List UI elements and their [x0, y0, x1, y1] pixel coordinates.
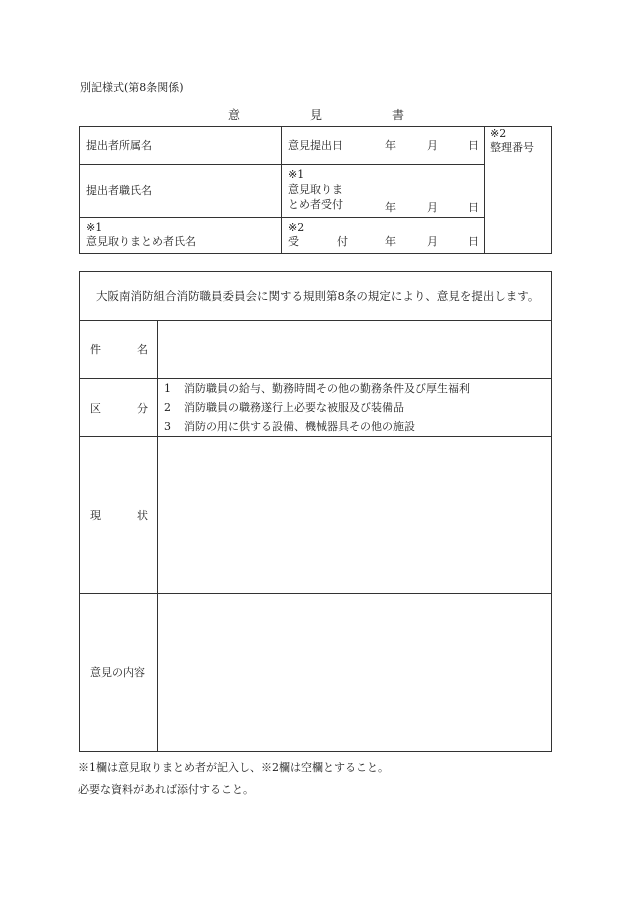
- subject-label-2: 名: [137, 343, 148, 356]
- name-label: 提出者職氏名: [86, 184, 152, 197]
- receipt-month-label: 月: [427, 201, 438, 214]
- category-label-1: 区: [90, 402, 101, 415]
- category-option-3[interactable]: 消防の用に供する設備、機械器具その他の施設: [184, 420, 415, 433]
- form-divider-h2: [80, 378, 551, 379]
- category-option-3-num: 3: [164, 420, 171, 433]
- form-divider-h1: [80, 320, 551, 321]
- submit-year-label: 年: [385, 139, 396, 152]
- category-option-1-num: 1: [164, 382, 171, 395]
- footnote-2: 必要な資料があれば添付すること。: [78, 783, 254, 796]
- subject-input[interactable]: [160, 323, 548, 375]
- mark1-mid: ※1: [288, 168, 305, 181]
- opinion-input[interactable]: [160, 596, 548, 748]
- title-char-3: 書: [392, 108, 405, 122]
- opinion-label: 意見の内容: [90, 666, 145, 679]
- ref-number-label: 整理番号: [490, 141, 534, 154]
- receipt-label-2: 付: [337, 235, 348, 248]
- summarizer-receipt-line1: 意見取りま: [288, 183, 343, 196]
- header-divider-v2: [484, 127, 485, 253]
- mark2-bottom: ※2: [288, 221, 305, 234]
- category-option-1[interactable]: 消防職員の給与、勤務時間その他の勤務条件及び厚生福利: [184, 382, 470, 395]
- mark2-top: ※2: [490, 127, 507, 140]
- summarizer-name-label: 意見取りまとめ者氏名: [86, 235, 196, 248]
- category-label-2: 分: [137, 402, 148, 415]
- form-divider-h4: [80, 593, 551, 594]
- form-divider-h3: [80, 436, 551, 437]
- receipt-year-label: 年: [385, 201, 396, 214]
- receipt-label-1: 受: [288, 235, 299, 248]
- current-status-input[interactable]: [160, 439, 548, 591]
- submission-statement: 大阪南消防組合消防職員委員会に関する規則第8条の規定により、意見を提出します。: [96, 289, 540, 303]
- header-divider-v1: [281, 127, 282, 253]
- footnote-1: ※1欄は意見取りまとめ者が記入し、※2欄は空欄とすること。: [78, 761, 389, 774]
- header-table: [79, 126, 552, 254]
- subject-label-1: 件: [90, 343, 101, 356]
- header-divider-h2: [80, 217, 484, 218]
- current-status-label-1: 現: [90, 509, 101, 522]
- label-column-divider: [157, 320, 158, 751]
- submit-day-label: 日: [468, 139, 479, 152]
- title-char-1: 意: [228, 108, 241, 122]
- mark1-bottom: ※1: [86, 221, 103, 234]
- category-option-2-num: 2: [164, 401, 171, 414]
- title-char-2: 見: [310, 108, 323, 122]
- final-month-label: 月: [427, 235, 438, 248]
- submit-date-label: 意見提出日: [288, 139, 343, 152]
- receipt-day-label: 日: [468, 201, 479, 214]
- submit-month-label: 月: [427, 139, 438, 152]
- summarizer-receipt-line2: とめ者受付: [288, 198, 343, 211]
- final-day-label: 日: [468, 235, 479, 248]
- final-year-label: 年: [385, 235, 396, 248]
- category-option-2[interactable]: 消防職員の職務遂行上必要な被服及び装備品: [184, 401, 404, 414]
- header-divider-h1: [80, 164, 484, 165]
- main-form-table: [79, 271, 552, 752]
- form-caption: 別記様式(第8条関係): [80, 81, 184, 94]
- current-status-label-2: 状: [137, 509, 148, 522]
- affiliation-label: 提出者所属名: [86, 139, 152, 152]
